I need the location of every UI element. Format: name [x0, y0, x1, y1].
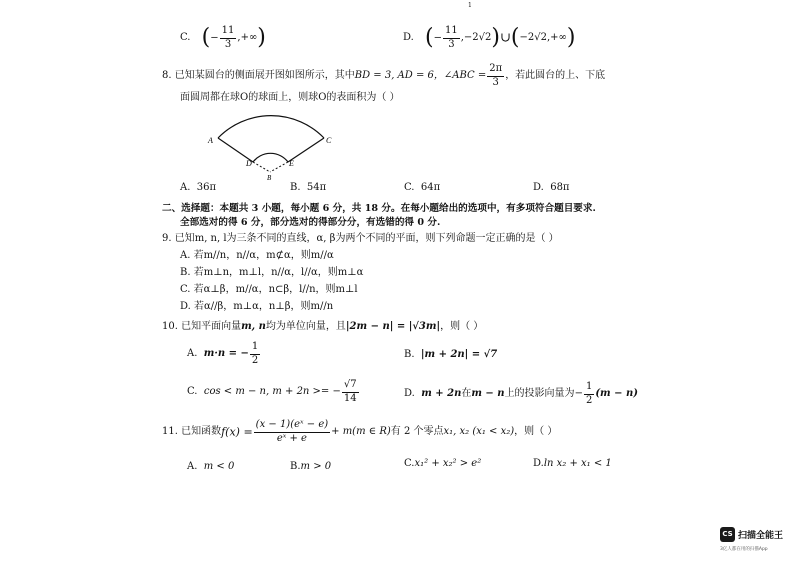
label-B: B	[267, 174, 272, 180]
inner-arc	[253, 153, 288, 162]
q10-option-b: B. |m + 2n| = √7	[404, 349, 498, 360]
fraction: $\frac{1}{2}$	[251, 341, 259, 366]
option-label: C.	[180, 32, 191, 43]
outer-arc	[218, 116, 324, 138]
q11-option-d: D.ln x₂ + x₁ < 1	[533, 458, 612, 469]
q10-option-a: A. m·n = − $\frac{1}{2}$	[187, 341, 259, 366]
paren-open: (	[425, 25, 434, 50]
fraction: $\frac{11}{3}$	[445, 25, 458, 50]
q10-option-c: C. cos < m − n, m + 2n >= − $\frac{√7}{14}$	[187, 379, 357, 404]
q11-option-a: A. m < 0	[187, 461, 235, 472]
q9-stem: 9. 已知m, n, l为三条不同的直线，α, β为两个不同的平面，则下列命题一定正确的是（ ）	[162, 233, 559, 244]
paren-open: (	[201, 25, 211, 50]
q10-option-d: D. m + 2n在m − n上的投影向量为− $\frac{1}{2}$ (m − n)	[404, 381, 638, 406]
dashed-DB	[253, 162, 270, 172]
fraction: $\frac{√7}{14}$	[343, 379, 357, 404]
fraction: $\frac{2\pi}{3}$	[489, 63, 503, 88]
q10-stem: 10. 已知平面向量m, n均为单位向量，且|2m − n| = |√3m|，则（ ）	[162, 321, 484, 332]
q9-option-c: C. 若α⊥β，m//α，n⊂β，l//n，则m⊥l	[180, 284, 358, 295]
q7-option-d: D. (− $\frac{11}{3}$ ,−2√2)∪(−2√2,+∞)	[403, 25, 576, 50]
q11-stem: 11. 已知函数f(x) = $\frac{\text{(x − 1)(eˣ − e)}}{\text{eˣ + e}}$ + m(m ∈ R)有 2 个零点x₁, x₂ (x₁ < x₂)，则（ ）	[162, 419, 558, 444]
page-mark: 1	[468, 2, 472, 9]
fraction: $\frac{11}{3}$	[221, 25, 235, 50]
q11-option-c: C.x₁² + x₂² > e²	[404, 458, 482, 469]
label-A: A	[208, 136, 213, 145]
fraction: $\frac{1}{2}$	[585, 381, 593, 406]
q7-option-c: C. (− $\frac{11}{3}$ ,+∞)	[180, 25, 266, 50]
q9-option-d: D. 若α//β，m⊥α，n⊥β，则m//n	[180, 301, 334, 312]
q8-figure	[200, 100, 340, 180]
watermark-subtitle: 3亿人都在用的扫描App	[720, 547, 768, 552]
label-C: C	[326, 136, 332, 145]
dashed-EB	[270, 162, 288, 172]
section2-line2: 全部选对的得 6 分，部分选对的得部分分，有选错的得 0 分.	[180, 217, 441, 228]
q9-option-b: B. 若m⊥n，m⊥l，n//α，l//α，则m⊥α	[180, 267, 364, 278]
q9-option-a: A. 若m//n，n//α，m⊄α，则m//α	[180, 250, 334, 261]
paren-close: )	[257, 25, 266, 50]
watermark-title: 扫描全能王	[738, 531, 784, 541]
q8-option-c: C. 64π	[404, 182, 441, 193]
q8-option-b: B. 54π	[290, 182, 327, 193]
camscanner-logo-icon: CS	[720, 527, 735, 542]
label-E: E	[289, 159, 294, 168]
option-label: D.	[403, 32, 414, 43]
fraction: $\frac{\text{(x − 1)(eˣ − e)}}{\text{eˣ + e}}$	[255, 419, 329, 444]
q8-option-d: D. 68π	[533, 182, 570, 193]
section2-line1: 二、选择题：本题共 3 小题，每小题 6 分，共 18 分。在每小题给出的选项中，有多项符合题目要求.	[162, 203, 596, 214]
q8-line1: 8. 已知某圆台的侧面展开图如图所示，其中BD = 3, AD = 6，∠ABC = $\frac{2\pi}{3}$ ，若此圆台的上、下底	[162, 63, 606, 88]
label-D: D	[246, 159, 252, 168]
q8-option-a: A. 36π	[180, 182, 217, 193]
q8-line2: 面圆周都在球O的球面上，则球O的表面积为（ ）	[180, 92, 400, 103]
q11-option-b: B.m > 0	[290, 461, 332, 472]
paren-close: )	[491, 25, 500, 50]
